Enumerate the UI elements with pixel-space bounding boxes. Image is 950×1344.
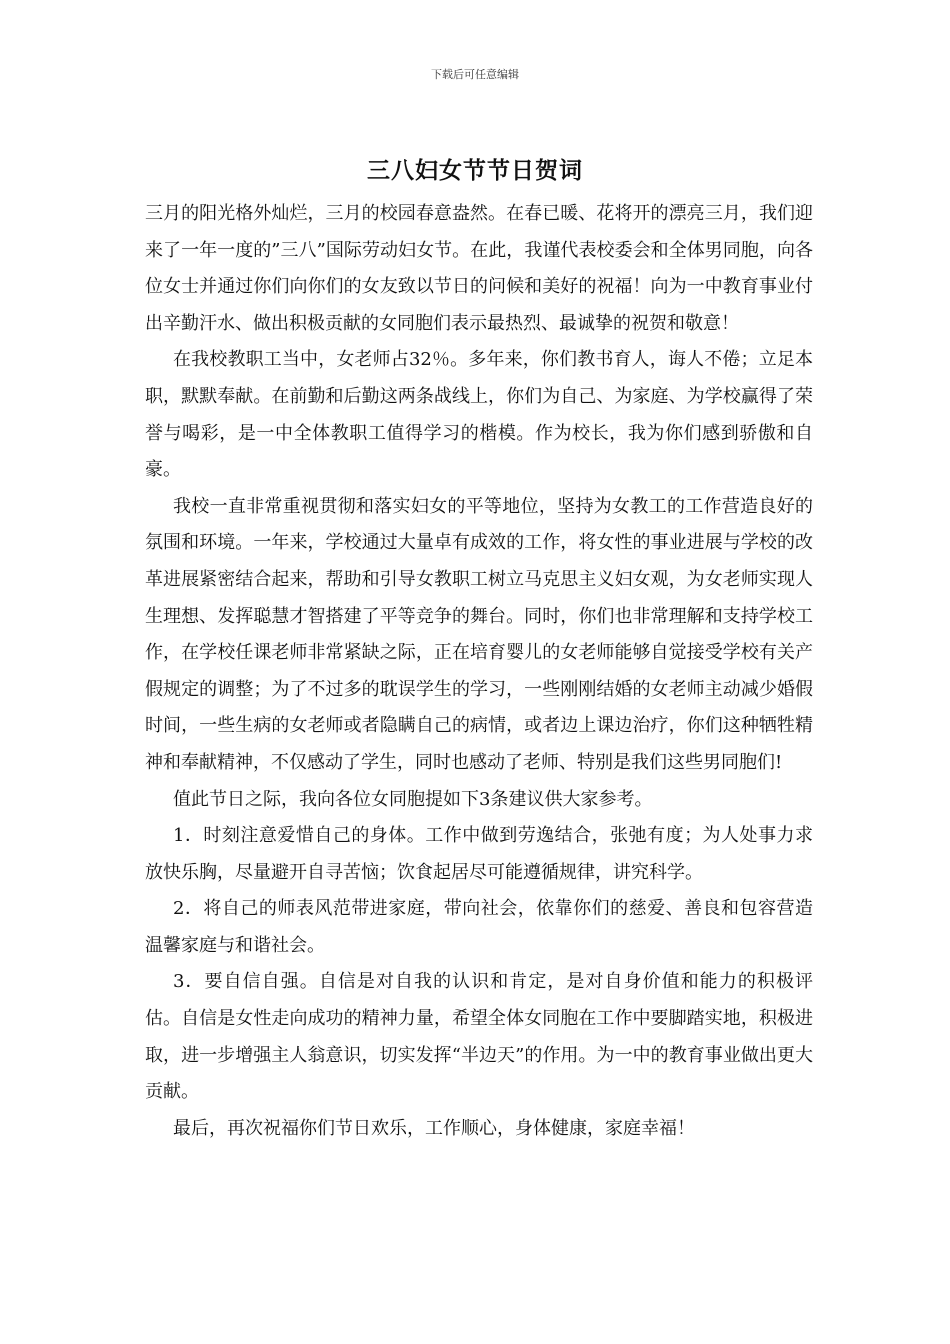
paragraph-suggestions-intro: 值此节日之际，我向各位女同胞提如下3条建议供大家参考。	[173, 788, 653, 810]
paragraph-female-teachers: 在我校教职工当中，女老师占32％。多年来，你们教书育人，诲人不倦；立足本职，默默奉献。在前勤和后勤这两条战线上，你们为自己、为家庭、为学校赢得了荣誉与喝彩，是一中全体教职工值得学习的楷模。作为校长，我为你们感到骄傲和自豪。	[145, 349, 813, 481]
paragraph-suggestion-3: 3．要自信自强。自信是对自我的认识和肯定，是对自身价值和能力的积极评估。自信是女性走向成功的精神力量，希望全体女同胞在工作中要脚踏实地，积极进取，进一步增强主人翁意识，切实发挥“半边天”的作用。为一中的教育事业做出更大贡献。	[145, 971, 813, 1103]
document-title: 三八妇女节节日贺词	[367, 157, 583, 184]
paragraph-greeting: 三月的阳光格外灿烂，三月的校园春意盎然。在春已暖、花将开的漂亮三月，我们迎来了一年一度的”三八”国际劳动妇女节。在此，我谨代表校委会和全体男同胞，向各位女士并通过你们向你们的女友致以节日的问候和美好的祝福！向为一中教育事业付出辛勤汗水、做出积极贡献的女同胞们表示最热烈、最诚挚的祝贺和敬意！	[145, 203, 813, 334]
paragraph-school-support: 我校一直非常重视贯彻和落实妇女的平等地位，坚持为女教工的工作营造良好的氛围和环境。一年来，学校通过大量卓有成效的工作，将女性的事业进展与学校的改革进展紧密结合起来，帮助和引导女教职工树立马克思主义妇女观，为女老师实现人生理想、发挥聪慧才智搭建了平等竞争的舞台。同时，你们也非常理解和支持学校工作，在学校任课老师非常紧缺之际，正在培育婴儿的女老师能够自觉接受学校有关产假规定的调整；为了不过多的耽误学生的学习，一些刚刚结婚的女老师主动减少婚假时间，一些生病的女老师或者隐瞒自己的病情，或者边上课边治疗，你们这种牺牲精神和奉献精神，不仅感动了学生，同时也感动了老师、特别是我们这些男同胞们!	[145, 495, 813, 773]
paragraph-suggestion-2: 2．将自己的师表风范带进家庭，带向社会，依靠你们的慈爱、善良和包容营造温馨家庭与和谐社会。	[145, 898, 813, 956]
header-note: 下载后可任意编辑	[431, 68, 519, 81]
document-body	[145, 196, 813, 1147]
paragraph-closing: 最后，再次祝福你们节日欢乐，工作顺心，身体健康，家庭幸福！	[173, 1117, 695, 1139]
paragraph-suggestion-1: 1．时刻注意爱惜自己的身体。工作中做到劳逸结合，张弛有度；为人处事力求放快乐胸，尽量避开自寻苦恼；饮食起居尽可能遵循规律，讲究科学。	[145, 825, 813, 883]
